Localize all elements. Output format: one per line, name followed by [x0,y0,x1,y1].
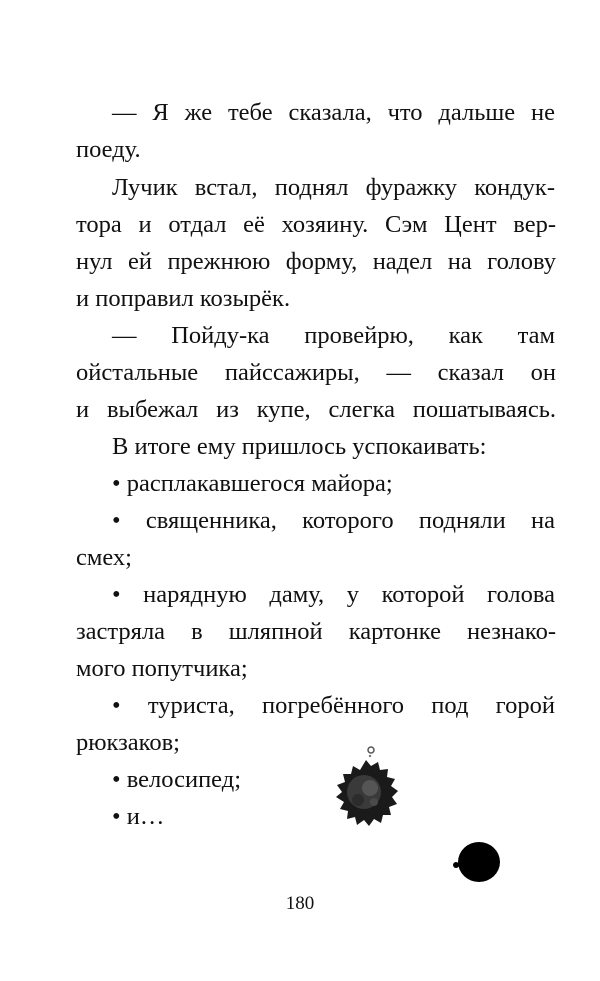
ink-dot [451,838,503,890]
text-line-10: В итоге ему пришлось успокаивать: [112,433,487,460]
list-item-1: • расплакавшегося майора; [112,470,393,497]
text-line-2: поеду. [76,136,141,163]
page-number: 180 [285,893,315,914]
list-item-6: • и… [112,803,165,830]
list-item-5: • велосипед; [112,766,242,793]
text-line-9: и выбежал из купе, слегка пошатываясь. [76,396,556,423]
text-line-8: ойстальные пайссажиры, — сказал он [76,359,556,386]
list-item-3-cont-2: мого попутчика; [76,655,248,682]
text-line-5: нул ей прежнюю форму, надел на голову [76,248,556,275]
list-item-2-cont: смех; [76,544,132,571]
text-line-3: Лучик встал, поднял фуражку кондук- [112,174,555,201]
list-item-3-cont-1: застряла в шляпной картонке незнако- [76,618,556,645]
list-item-2: • священника, которого подняли на [112,507,555,534]
text-line-1: — Я же тебе сказала, что дальше не [112,99,555,126]
list-item-4-cont: рюкзаков; [76,729,180,756]
list-item-4: • туриста, погребённого под горой [112,692,555,719]
ink-blot-illustration [328,742,408,834]
list-item-3: • нарядную даму, у которой голова [112,581,555,608]
text-line-7: — Пойду-ка провейрю, как там [112,322,555,349]
text-line-6: и поправил козырёк. [76,285,291,312]
text-line-4: тора и отдал её хозяину. Сэм Цент вер- [76,211,556,238]
